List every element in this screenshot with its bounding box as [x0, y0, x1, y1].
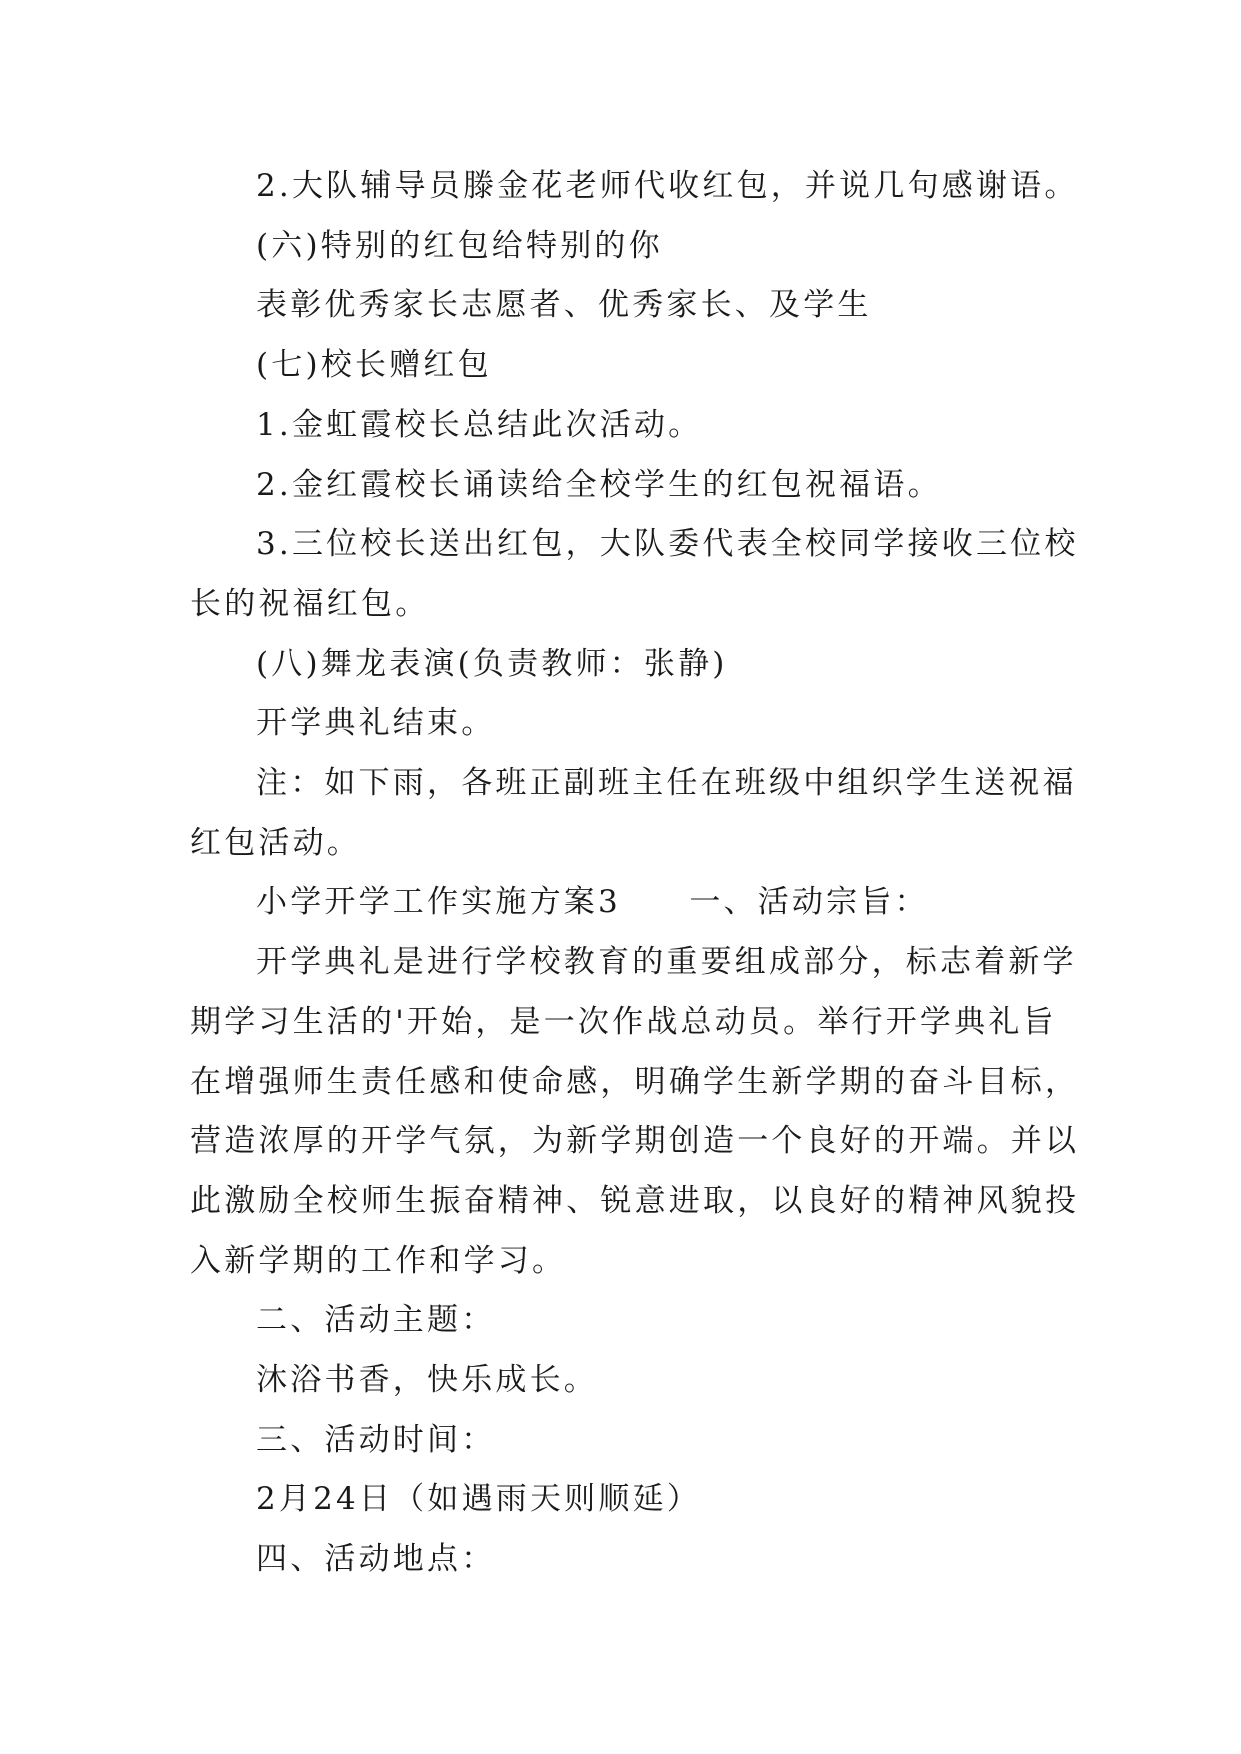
text-line: (七)校长赠红包: [256, 347, 492, 384]
text-line: 表彰优秀家长志愿者、优秀家长、及学生: [256, 287, 872, 324]
text-line: 1.金虹霞校长总结此次活动。: [256, 406, 703, 443]
document-body: [190, 157, 1080, 1590]
paragraph: [190, 456, 1070, 516]
text-line: 开学典礼结束。: [256, 705, 496, 742]
paragraph: [190, 933, 1080, 1291]
text-line: 开学典礼是进行学校教育的重要组成部分，标志着新学: [256, 944, 1077, 981]
paragraph: [190, 635, 1070, 695]
paragraph: [190, 754, 1077, 873]
text-line: 入新学期的工作和学习。: [190, 1242, 567, 1279]
text-line: 此激励全校师生振奋精神、锐意进取，以良好的精神风貌投: [190, 1182, 1080, 1219]
paragraph: [190, 1470, 1070, 1530]
text-line: 2月24日（如遇雨天则顺延）: [256, 1481, 701, 1518]
text-line: 四、活动地点：: [256, 1541, 496, 1578]
paragraph: [190, 1351, 1070, 1411]
paragraph: [190, 694, 1070, 754]
paragraph: [190, 276, 1070, 336]
text-line: 小学开学工作实施方案3 一、活动宗旨：: [256, 884, 929, 921]
paragraph: [190, 515, 1079, 634]
paragraph: [190, 1411, 1070, 1471]
text-line: 二、活动主题：: [256, 1302, 496, 1339]
paragraph: [190, 217, 1070, 277]
text-line: 3.三位校长送出红包，大队委代表全校同学接收三位校: [256, 526, 1079, 563]
paragraph: [190, 396, 1070, 456]
text-line: 期学习生活的'开始，是一次作战总动员。举行开学典礼旨: [190, 1003, 1057, 1040]
paragraph: [190, 1291, 1070, 1351]
text-line: 营造浓厚的开学气氛，为新学期创造一个良好的开端。并以: [190, 1123, 1080, 1160]
text-line: (八)舞龙表演(负责教师：张静): [256, 645, 728, 682]
text-line: (六)特别的红包给特别的你: [256, 227, 663, 264]
text-line: 长的祝福红包。: [190, 585, 430, 622]
paragraph: [190, 157, 1079, 217]
text-line: 红包活动。: [190, 824, 361, 861]
paragraph: [190, 873, 1070, 933]
text-line: 在增强师生责任感和使命感，明确学生新学期的奋斗目标，: [190, 1063, 1080, 1100]
text-line: 2.大队辅导员滕金花老师代收红包，并说几句感谢语。: [256, 168, 1079, 204]
text-line: 注：如下雨，各班正副班主任在班级中组织学生送祝福: [256, 765, 1077, 802]
text-line: 三、活动时间：: [256, 1421, 496, 1458]
text-line: 2.金红霞校长诵读给全校学生的红包祝福语。: [256, 466, 942, 503]
paragraph: [190, 336, 1070, 396]
text-line: 沐浴书香，快乐成长。: [256, 1362, 598, 1399]
paragraph: [190, 1530, 1070, 1590]
